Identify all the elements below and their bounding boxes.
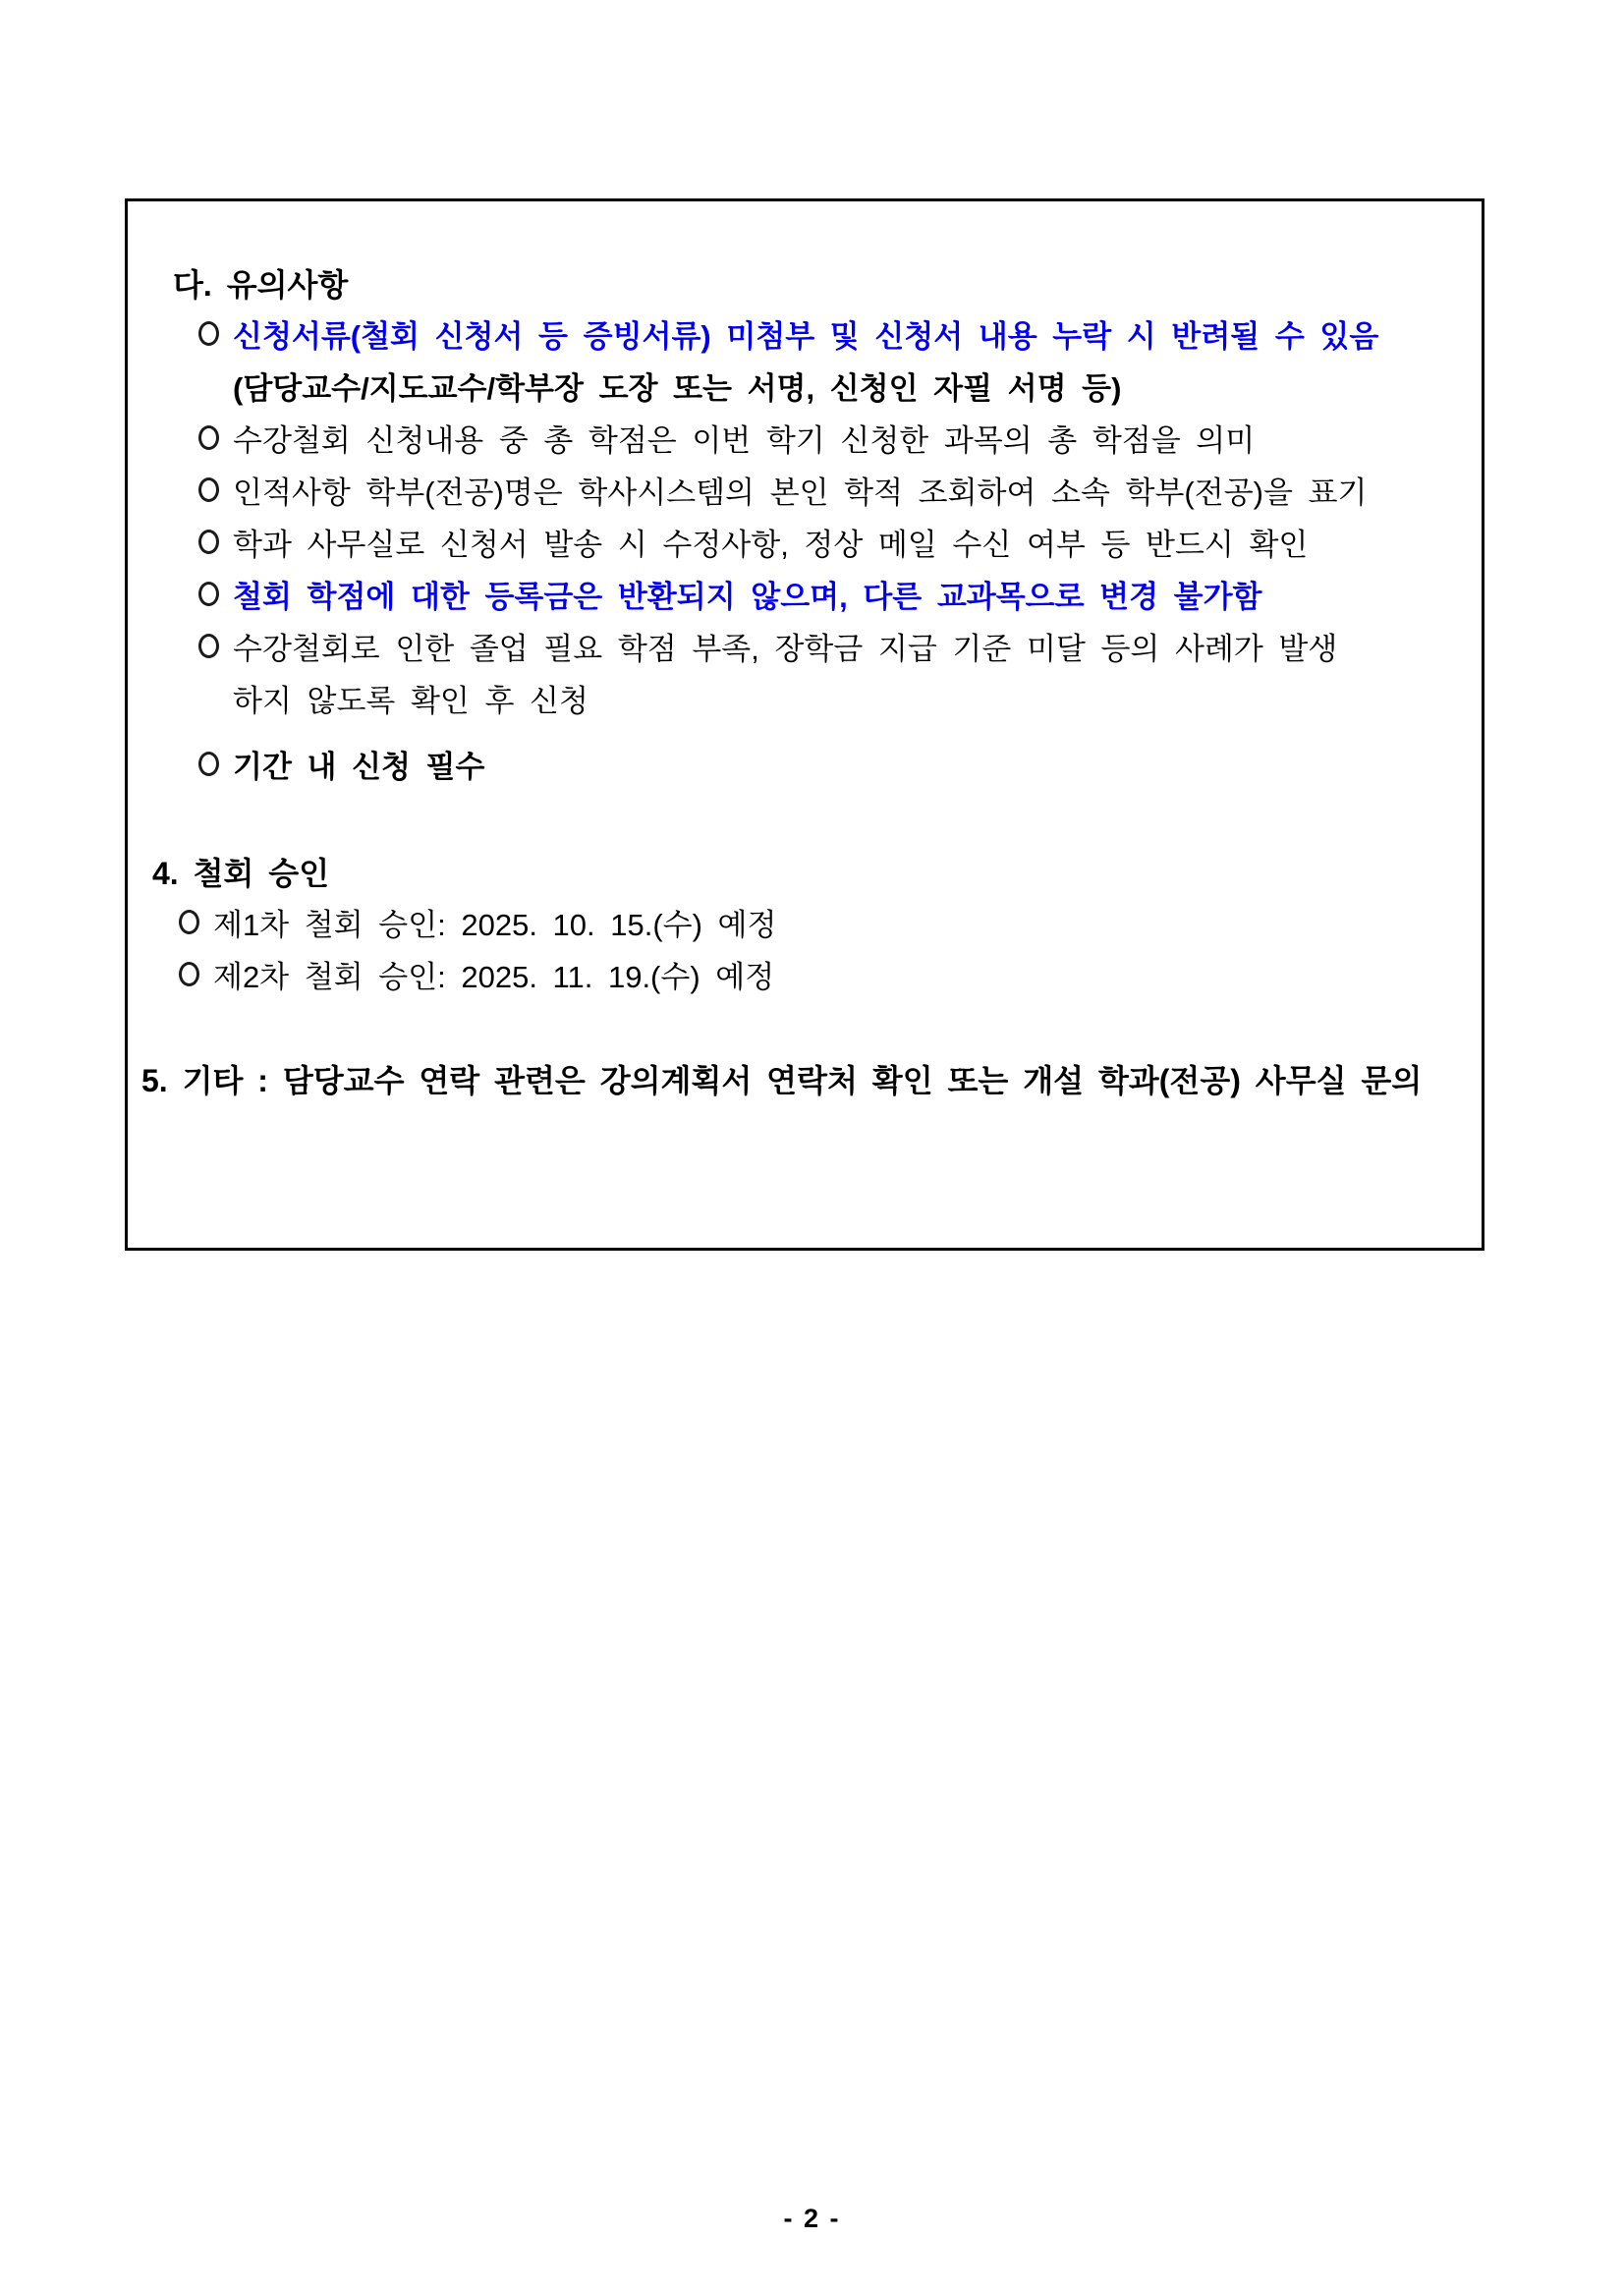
notice-line (128, 412, 1482, 464)
circle-bullet-icon (198, 321, 219, 346)
notice-line-text: 수강철회 신청내용 중 총 학점은 이번 학기 신청한 과목의 총 학점을 의미 (233, 423, 1256, 458)
notice-line (128, 568, 1482, 620)
notice-line-text: (담당교수/지도교수/학부장 도장 또는 서명, 신청인 자필 서명 등) (233, 371, 1122, 406)
notice-line-text: 하지 않도록 확인 후 신청 (233, 684, 588, 718)
circle-bullet-icon (198, 477, 219, 502)
page-number: - 2 - (783, 2204, 841, 2233)
notice-border-box (125, 198, 1484, 1251)
approval-line-text: 제2차 철회 승인: 2025. 11. 19.(수) 예정 (213, 960, 775, 994)
notice-line-text: 학과 사무실로 신청서 발송 시 수정사항, 정상 메일 수신 여부 등 반드시 확인 (233, 528, 1309, 562)
notice-line (128, 672, 1482, 724)
circle-bullet-icon (198, 582, 219, 606)
notice-line (128, 308, 1482, 360)
circle-bullet-icon (198, 752, 219, 776)
notes-section-heading: 다. 유의사항 (173, 267, 349, 303)
approval-line (128, 896, 1482, 948)
notice-line-text: 기간 내 신청 필수 (233, 750, 485, 784)
circle-bullet-icon (179, 910, 199, 934)
notice-line-text: 인적사항 학부(전공)명은 학사시스템의 본인 학적 조회하여 소속 학부(전공)을 표기 (233, 476, 1368, 510)
circle-bullet-icon (198, 530, 219, 554)
notice-line-text: 수강철회로 인한 졸업 필요 학점 부족, 장학금 지급 기준 미달 등의 사례가 발생 (233, 632, 1338, 666)
notice-line (128, 360, 1482, 412)
approval-line-text: 제1차 철회 승인: 2025. 10. 15.(수) 예정 (213, 908, 777, 942)
notice-line-text: 철회 학점에 대한 등록금은 반환되지 않으며, 다른 교과목으로 변경 불가함 (233, 580, 1262, 614)
notice-line (128, 738, 1482, 790)
circle-bullet-icon (179, 962, 199, 986)
notice-line (128, 516, 1482, 568)
circle-bullet-icon (198, 634, 219, 658)
approval-section-heading: 4. 철회 승인 (152, 856, 330, 891)
circle-bullet-icon (198, 425, 219, 450)
etc-section-heading: 5. 기타 : 담당교수 연락 관련은 강의계획서 연락처 확인 또는 개설 학과(전공) 사무실 문의 (141, 1063, 1423, 1098)
approval-line (128, 948, 1482, 1000)
notice-line-text: 신청서류(철회 신청서 등 증빙서류) 미첨부 및 신청서 내용 누락 시 반려될 수 있음 (233, 319, 1379, 354)
notice-line (128, 620, 1482, 672)
notice-line (128, 464, 1482, 516)
